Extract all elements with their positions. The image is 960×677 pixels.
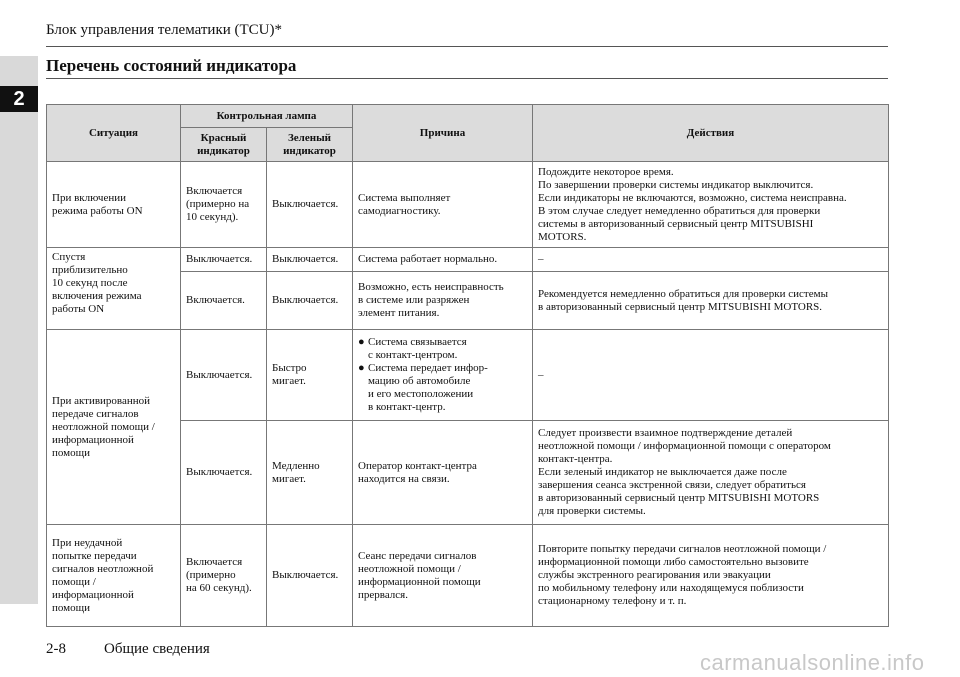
cell-green: Медленно мигает. — [267, 421, 353, 525]
table-row — [47, 525, 889, 627]
table-row — [47, 330, 889, 421]
cell-cause — [353, 330, 533, 421]
cell-action: Следует произвести взаимное подтверждение деталей неотложной помощи / информационной помощи с оператором контакт-центра. Если зеленый индикатор не выключается даже после завершения сеанса экстренной связи, следует обратиться в авторизованный сервисный центр MITSUBISHI MOTORS для проверки системы. — [533, 421, 889, 525]
cell-green: Выключается. — [267, 272, 353, 330]
cell-red: Выключается. — [181, 248, 267, 272]
header-cause: Причина — [353, 105, 533, 162]
header-action: Действия — [533, 105, 889, 162]
cause-bullet-list — [358, 336, 527, 414]
cell-red: Выключается. — [181, 421, 267, 525]
cell-red: Включается (примерно на 60 секунд). — [181, 525, 267, 627]
cell-green: Выключается. — [267, 248, 353, 272]
bullet-dot-icon: ● — [358, 362, 365, 374]
cell-cause: Оператор контакт-центра находится на связи. — [353, 421, 533, 525]
cell-action: Подождите некоторое время. По завершении проверки системы индикатор выключится. Если индикаторы не включаются, возможно, система неисправна. В этом случае следует немедленно обратиться для проверки системы в авторизованный сервисный центр MITSUBISHI MOTORS. — [533, 162, 889, 248]
cell-situation: При неудачной попытке передачи сигналов неотложной помощи / информационной помощи — [47, 525, 181, 627]
cell-cause: Сеанс передачи сигналов неотложной помощи / информационной помощи прервался. — [353, 525, 533, 627]
cell-situation: При включении режима работы ON — [47, 162, 181, 248]
header-green: Зеленый индикатор — [267, 128, 353, 162]
cell-action: – — [533, 248, 889, 272]
header-red: Красный индикатор — [181, 128, 267, 162]
chapter-number-badge: 2 — [0, 86, 38, 112]
cell-cause: Система работает нормально. — [353, 248, 533, 272]
header-situation: Ситуация — [47, 105, 181, 162]
cell-green: Выключается. — [267, 525, 353, 627]
cell-cause: Система выполняет самодиагностику. — [353, 162, 533, 248]
footer-section-name: Общие сведения — [104, 641, 210, 657]
chapter-side-tab — [0, 56, 38, 604]
bullet-text: Система передает инфор- мацию об автомобиле и его местоположении в контакт-центр. — [368, 362, 488, 413]
cell-action: Повторите попытку передачи сигналов неотложной помощи / информационной помощи либо самостоятельно вызовите службы экстренного реагирования или эвакуации по мобильному телефону или находящемуся поблизости стационарному телефону и т. п. — [533, 525, 889, 627]
cell-situation: При активированной передаче сигналов неотложной помощи / информационной помощи — [47, 330, 181, 525]
table-header-row — [47, 105, 889, 128]
indicator-status-table — [46, 104, 889, 627]
list-item — [358, 362, 527, 414]
section-divider — [46, 78, 888, 79]
cell-green: Быстро мигает. — [267, 330, 353, 421]
cell-situation: Спустя приблизительно 10 секунд после включения режима работы ON — [47, 248, 181, 330]
table-row — [47, 162, 889, 248]
page-number: 2-8 — [46, 641, 66, 657]
list-item — [358, 336, 527, 362]
cell-action: – — [533, 330, 889, 421]
header-divider — [46, 46, 888, 47]
cell-red: Включается (примерно на 10 секунд). — [181, 162, 267, 248]
table-row — [47, 248, 889, 272]
section-title: Перечень состояний индикатора — [46, 56, 297, 75]
cell-red: Выключается. — [181, 330, 267, 421]
bullet-text: Система связывается с контакт-центром. — [368, 336, 467, 361]
cell-green: Выключается. — [267, 162, 353, 248]
cell-cause: Возможно, есть неисправность в системе или разряжен элемент питания. — [353, 272, 533, 330]
cell-action: Рекомендуется немедленно обратиться для проверки системы в авторизованный сервисный центр MITSUBISHI MOTORS. — [533, 272, 889, 330]
bullet-dot-icon: ● — [358, 336, 365, 348]
cell-red: Включается. — [181, 272, 267, 330]
running-header: Блок управления телематики (TCU)* — [46, 22, 283, 38]
header-lamp-group: Контрольная лампа — [181, 105, 353, 128]
watermark: carmanualsonline.info — [700, 650, 925, 675]
